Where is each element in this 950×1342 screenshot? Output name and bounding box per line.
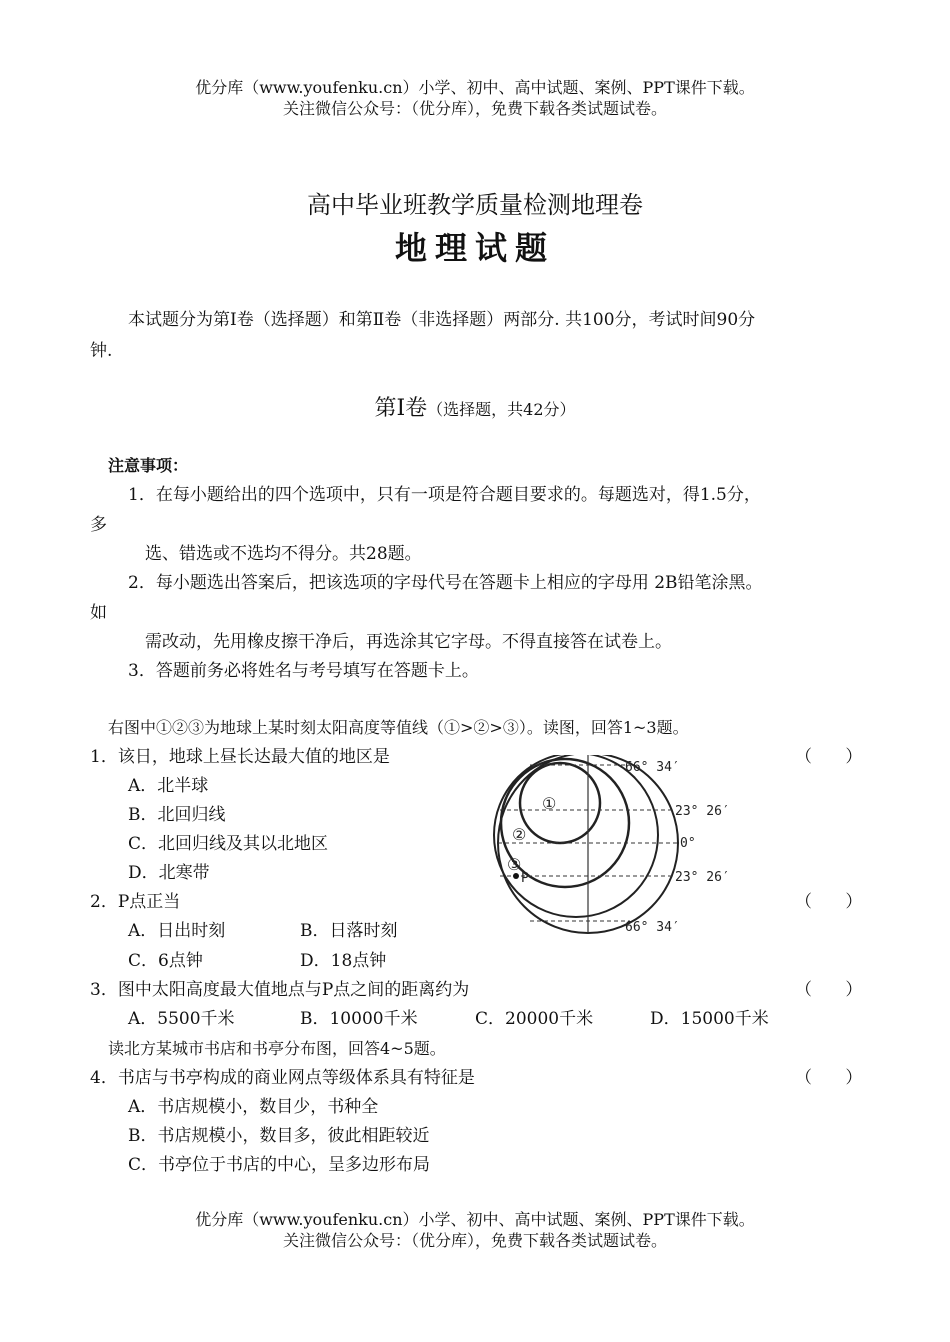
sun-altitude-figure [490, 755, 760, 940]
label-equator: 0° [680, 836, 696, 851]
section-heading [0, 395, 950, 424]
group2-intro: 读北方某城市书店和书亭分布图，回答4~5题。 [108, 1039, 446, 1058]
q3-option-c: C．20000千米 [475, 1009, 594, 1029]
marker-3: ③ [507, 855, 522, 874]
q1-option-c: C．北回归线及其以北地区 [128, 834, 329, 854]
q1-option-d: D．北寒带 [128, 863, 210, 883]
footer-line-1: 优分库（www.youfenku.cn）小学、初中、高中试题、案例、PPT课件下载。 [195, 1210, 755, 1229]
label-23n: 23° 26′ [675, 804, 730, 819]
note-1a: 1．在每小题给出的四个选项中，只有一项是符合题目要求的。每题选对，得1.5分， [128, 485, 761, 505]
note-2a: 2．每小题选出答案后，把该选项的字母代号在答题卡上相应的字母用 2B铅笔涂黑。 [128, 573, 763, 593]
intro-line-2: 钟. [90, 341, 113, 361]
q1-option-a: A．北半球 [128, 776, 209, 796]
q3-option-a: A．5500千米 [128, 1009, 235, 1029]
q3-option-d: D．15000千米 [650, 1009, 769, 1029]
note-1c: 选、错选或不选均不得分。共28题。 [145, 544, 422, 564]
footer-line-2: 关注微信公众号：（优分库），免费下载各类试题试卷。 [282, 1231, 667, 1250]
section-desc: （选择题，共42分） [427, 400, 576, 419]
notes-heading: 注意事项： [108, 456, 189, 475]
q2-stem: 2．P点正当 [90, 892, 181, 912]
q3-stem: 3．图中太阳高度最大值地点与P点之间的距离约为 [90, 980, 470, 1000]
header-line-2: 关注微信公众号：（优分库），免费下载各类试题试卷。 [282, 99, 667, 118]
intro-line-1: 本试题分为第Ⅰ卷（选择题）和第Ⅱ卷（非选择题）两部分. 共100分，考试时间90分 [128, 310, 756, 330]
q4-stem: 4．书店与书亭构成的商业网点等级体系具有特征是 [90, 1068, 475, 1088]
q2-option-a: A．日出时刻 [128, 921, 226, 941]
point-p-label: P [521, 871, 529, 886]
exam-title: 地理试题 [394, 229, 555, 267]
exam-subtitle: 高中毕业班教学质量检测地理卷 [307, 191, 643, 219]
note-3: 3．答题前务必将姓名与考号填写在答题卡上。 [128, 661, 479, 681]
q1-stem: 1．该日，地球上昼长达最大值的地区是 [90, 747, 390, 767]
q1-answer-paren: （ ） [795, 747, 877, 767]
marker-1: ① [542, 794, 557, 813]
q3-option-b: B．10000千米 [300, 1009, 418, 1029]
q1-option-b: B．北回归线 [128, 805, 226, 825]
q4-option-c: C．书亭位于书店的中心，呈多边形布局 [128, 1155, 431, 1175]
note-1b: 多 [90, 515, 107, 535]
group1-intro: 右图中①②③为地球上某时刻太阳高度等值线（①>②>③）。读图，回答1~3题。 [108, 718, 689, 737]
q4-option-a: A．书店规模小，数目少，书种全 [128, 1097, 379, 1117]
q2-option-c: C．6点钟 [128, 951, 203, 971]
label-66s: 66° 34′ [625, 920, 680, 935]
label-66n: 66° 34′ [625, 760, 680, 775]
q2-answer-paren: （ ） [795, 892, 877, 912]
q2-option-d: D．18点钟 [300, 951, 387, 971]
label-23s: 23° 26′ [675, 870, 730, 885]
q2-option-b: B．日落时刻 [300, 921, 398, 941]
q4-answer-paren: （ ） [795, 1068, 877, 1088]
note-2c: 需改动，先用橡皮擦干净后，再选涂其它字母。不得直接答在试卷上。 [145, 632, 672, 652]
section-name: 第Ⅰ卷 [374, 396, 428, 421]
q4-option-b: B．书店规模小，数目多，彼此相距较近 [128, 1126, 430, 1146]
header-line-1: 优分库（www.youfenku.cn）小学、初中、高中试题、案例、PPT课件下载。 [195, 78, 755, 97]
q3-answer-paren: （ ） [795, 980, 877, 1000]
note-2b: 如 [90, 603, 107, 623]
marker-2: ② [512, 825, 527, 844]
